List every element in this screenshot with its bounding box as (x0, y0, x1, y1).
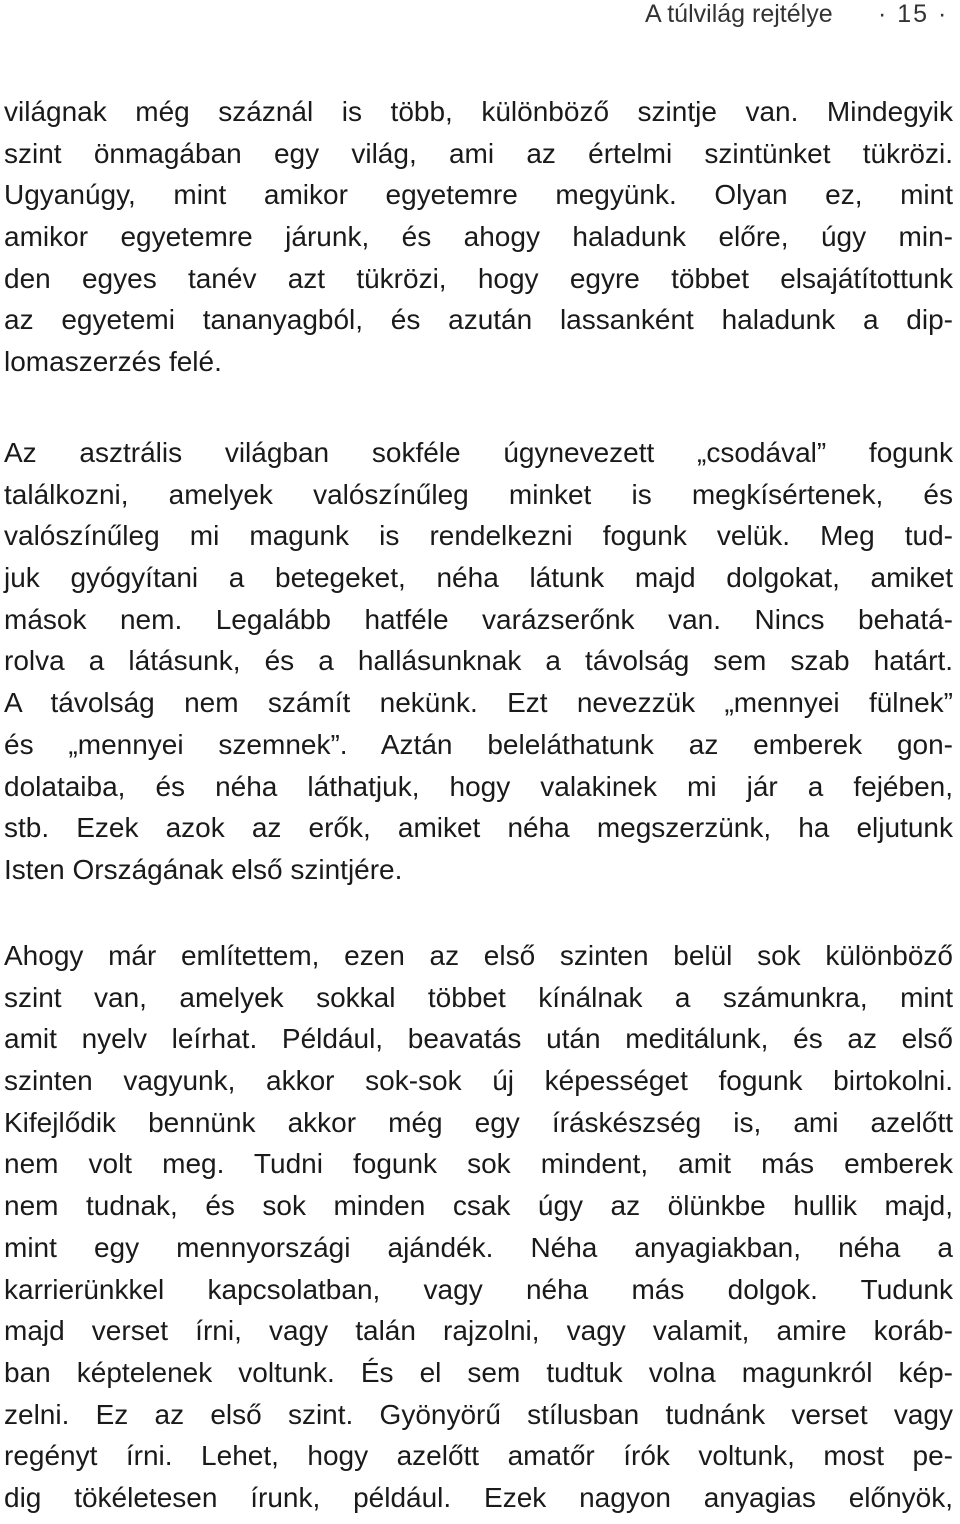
text-line: amikor egyetemre járunk, és ahogy haladunk előre, úgy min- (4, 221, 953, 253)
text-line: Kifejlődik bennünk akkor még egy íráskészség is, ami azelőtt (4, 1106, 953, 1138)
paragraph-2 (4, 432, 953, 891)
text-line: Az asztrális világban sokféle úgynevezett „csodával” fogunk (4, 437, 953, 468)
text-line: az egyetemi tananyagból, és azután lassanként haladunk a dip- (4, 304, 953, 336)
text-line: zelni. Ez az első szint. Gyönyörű stílusban tudnánk verset vagy (4, 1398, 953, 1430)
text-line: világnak még száznál is több, különböző szintje van. Mindegyik (4, 96, 953, 127)
page-number: · 15 · (878, 0, 949, 28)
paragraph-1 (4, 91, 953, 383)
text-line: juk gyógyítani a betegeket, néha látunk majd dolgokat, amiket (4, 562, 953, 594)
text-line: valószínűleg mi magunk is rendelkezni fogunk velük. Meg tud- (4, 520, 953, 552)
text-line: találkozni, amelyek valószínűleg minket is megkísértenek, és (4, 478, 953, 510)
text-line: den egyes tanév azt tükrözi, hogy egyre többet elsajátítottunk (4, 262, 953, 294)
text-line: dig tökéletesen írunk, például. Ezek nagyon anyagias előnyök, (4, 1481, 953, 1513)
text-line: lomaszerzés felé. (4, 346, 222, 378)
text-line: regényt írni. Lehet, hogy azelőtt amatőr írók voltunk, most pe- (4, 1440, 953, 1472)
text-line: dolataiba, és néha láthatjuk, hogy valakinek mi jár a fejében, (4, 770, 953, 802)
text-line: Isten Országának első szintjére. (4, 853, 403, 885)
text-line: stb. Ezek azok az erők, amiket néha megszerzünk, ha eljutunk (4, 812, 953, 844)
text-line: nem volt meg. Tudni fogunk sok mindent, amit más emberek (4, 1148, 953, 1180)
text-line: ban képtelenek voltunk. És el sem tudtuk volna magunkról kép- (4, 1356, 953, 1388)
text-line: szint van, amelyek sokkal többet kínálnak a számunkra, mint (4, 981, 953, 1013)
text-line: és „mennyei szemnek”. Aztán beleláthatunk az emberek gon- (4, 728, 953, 760)
text-line: karrierünkkel kapcsolatban, vagy néha más dolgok. Tudunk (4, 1273, 953, 1305)
running-title: A túlvilág rejtélye (645, 0, 833, 28)
text-line: rolva a látásunk, és a hallásunknak a távolság sem szab határt. (4, 645, 953, 677)
text-line: szinten vagyunk, akkor sok-sok új képességet fogunk birtokolni. (4, 1065, 953, 1097)
paragraph-3 (4, 935, 953, 1519)
text-line: nem tudnak, és sok minden csak úgy az ölünkbe hullik majd, (4, 1190, 953, 1222)
text-line: majd verset írni, vagy talán rajzolni, vagy valamit, amire koráb- (4, 1315, 953, 1347)
text-line: szint önmagában egy világ, ami az értelmi szintünket tükrözi. (4, 137, 953, 169)
text-line: Ahogy már említettem, ezen az első szinten belül sok különböző (4, 940, 953, 971)
text-line: A távolság nem számít nekünk. Ezt nevezzük „mennyei fülnek” (4, 687, 953, 719)
text-line: amit nyelv leírhat. Például, beavatás után meditálunk, és az első (4, 1023, 953, 1055)
text-line: mások nem. Legalább hatféle varázserőnk van. Nincs behatá- (4, 603, 953, 635)
text-line: Ugyanúgy, mint amikor egyetemre megyünk. Olyan ez, mint (4, 179, 953, 211)
text-line: mint egy mennyországi ajándék. Néha anyagiakban, néha a (4, 1231, 953, 1263)
page-header (0, 0, 960, 34)
